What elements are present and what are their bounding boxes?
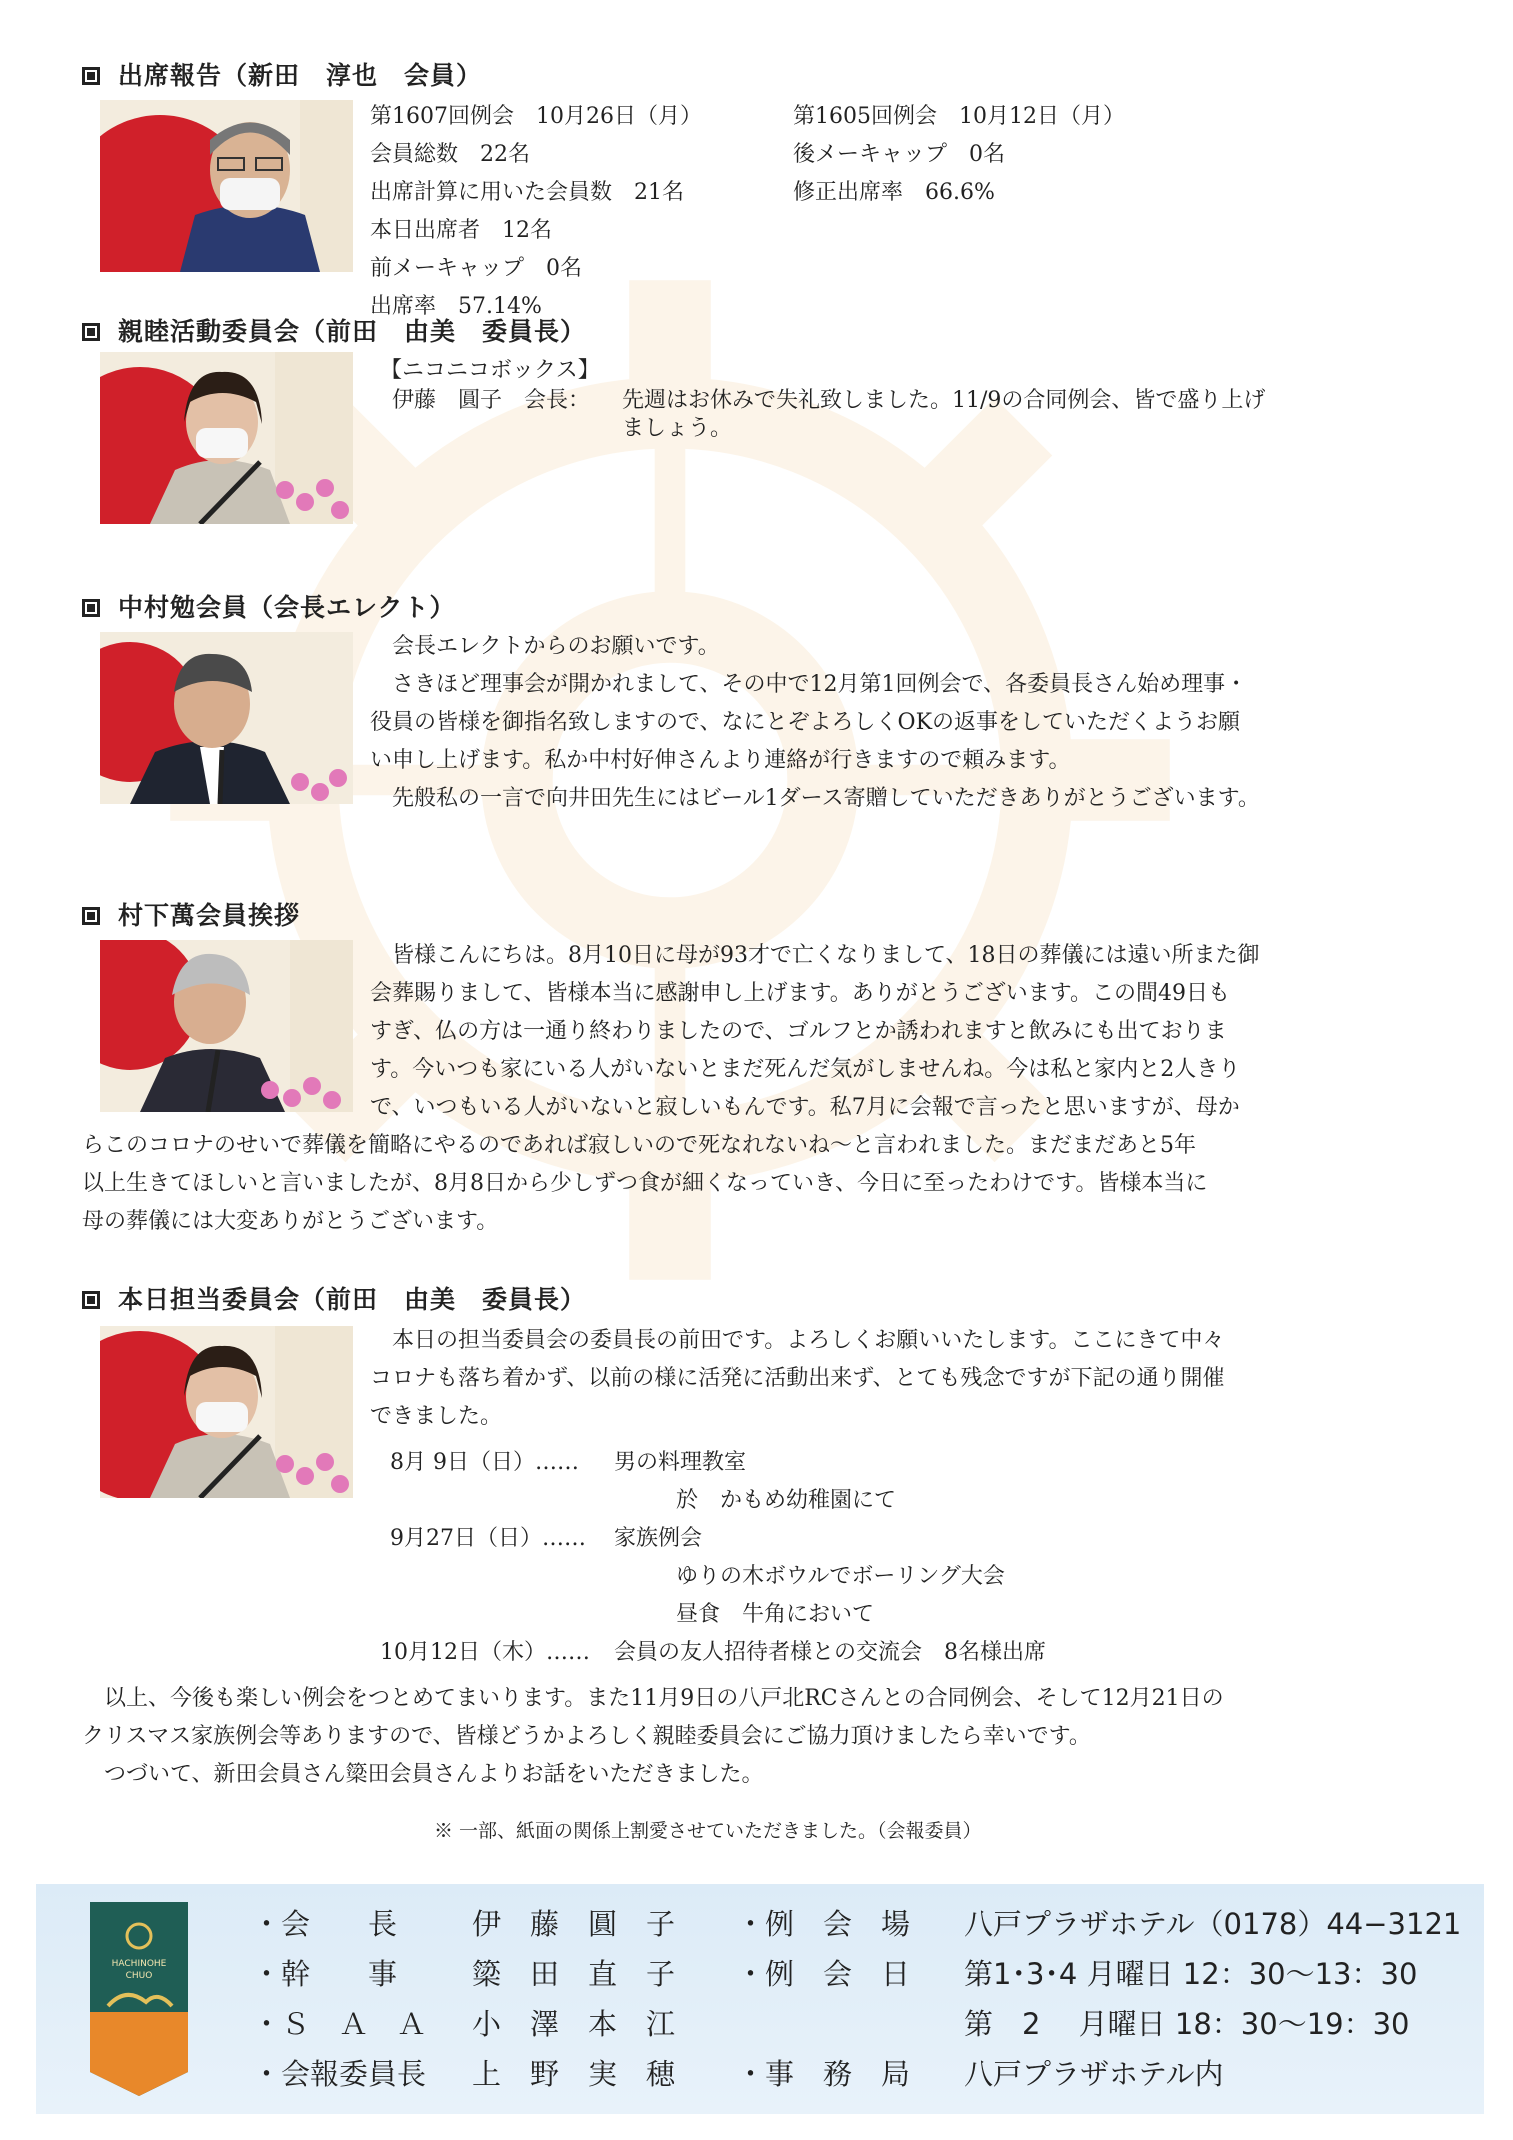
nakamura-body [370, 628, 1260, 818]
attendance-meeting: 第1607回例会 10月26日（月） [370, 104, 702, 129]
murashita-line: 以上生きてほしいと言いましたが、8月8日から少しずつ食が細くなっていき、今日に至ったわけです。皆様本当に [82, 1171, 1208, 1196]
nakamura-line: さきほど理事会が開かれまして、その中で12月第1回例会で、各委員長さん始め理事・ [370, 672, 1248, 697]
attendance-prev-meeting: 第1605回例会 10月12日（月） [793, 104, 1125, 129]
square-bullet-icon [82, 67, 100, 85]
section-heading-friendship: 親睦活動委員会（前田 由美 委員長） [82, 312, 586, 348]
footer-value: 第 2 月曜日 18：30〜19：30 [964, 2007, 1410, 2041]
event-desc: 会員の友人招待者様との交流会 8名様出席 [614, 1640, 1046, 1665]
closing-line: 以上、今後も楽しい例会をつとめてまいります。また11月9日の八戸北RCさんとの合同例会、そして12月21日の [82, 1686, 1224, 1711]
attendance-corrected-rate: 修正出席率 66.6% [793, 180, 995, 205]
footer-label: ・事 務 局 [736, 2057, 911, 2091]
footer-value: 八戸プラザホテル内 [964, 2057, 1224, 2091]
attendance-left-column [370, 98, 702, 326]
murashita-line: 母の葬儀には大変ありがとうございます。 [82, 1209, 499, 1234]
club-banner-icon [86, 1902, 192, 2096]
nakamura-line: 会長エレクトからのお願いです。 [370, 634, 720, 659]
photo-today-chair [100, 1326, 353, 1498]
niconico-box-title: 【ニコニコボックス】 [380, 358, 600, 383]
event-desc: 於 かもめ幼稚園にて [676, 1488, 897, 1513]
club-info-footer [36, 1884, 1484, 2114]
square-bullet-icon [82, 907, 100, 925]
niconico-speaker: 伊藤 圓子 会長： [392, 388, 591, 413]
murashita-line: らこのコロナのせいで葬儀を簡略にやるのであれば寂しいので死なれないね〜と言われました。まだまだあと5年 [82, 1133, 1197, 1158]
event-desc: 男の料理教室 [614, 1450, 747, 1475]
banner-text-2: CHUO [125, 1971, 153, 1981]
murashita-line: すぎ、仏の方は一通り終わりましたので、ゴルフとか誘われますと飲みにも出ておりま [370, 1019, 1227, 1044]
section-heading-nakamura: 中村勉会員（会長エレクト） [82, 588, 456, 624]
footer-label: ・例 会 場 [736, 1907, 911, 1941]
attendance-present: 本日出席者 12名 [370, 218, 552, 243]
footer-name: 簗 田 直 子 [472, 1957, 676, 1991]
today-body [370, 1322, 1224, 1436]
footer-role: ・会報委員長 [252, 2057, 427, 2091]
footer-label: ・例 会 日 [736, 1957, 911, 1991]
murashita-body-full [82, 1127, 1207, 1241]
event-desc: ゆりの木ボウルでボーリング大会 [676, 1564, 1005, 1589]
nakamura-line: 役員の皆様を御指名致しますので、なにとぞよろしくOKの返事をしていただくようお願 [370, 710, 1241, 735]
photo-murashita [100, 940, 353, 1112]
attendance-pre-makeup: 前メーキャップ 0名 [370, 256, 582, 281]
section-heading-attendance: 出席報告（新田 淳也 会員） [82, 56, 482, 92]
closing-line: つづいて、新田会員さん簗田会員さんよりお話をいただきました。 [82, 1762, 764, 1787]
niconico-message-line1: 先週はお休みで失礼致しました。11/9の合同例会、皆で盛り上げ [622, 388, 1266, 413]
section-heading-murashita: 村下萬会員挨拶 [82, 896, 300, 932]
event-date: 10月12日（木）…… [380, 1640, 590, 1665]
footer-role: ・幹 事 [252, 1957, 398, 1991]
attendance-right-column [793, 98, 1125, 212]
event-date: 8月 9日（日）…… [390, 1450, 579, 1475]
section-heading-today: 本日担当委員会（前田 由美 委員長） [82, 1280, 586, 1316]
square-bullet-icon [82, 1291, 100, 1309]
niconico-message-line2: ましょう。 [622, 416, 733, 441]
murashita-line: す。今いつも家にいる人がいないとまだ死んだ気がしませんね。今は私と家内と2人きり [370, 1057, 1241, 1082]
photo-attendance-reporter [100, 100, 353, 272]
event-date: 9月27日（日）…… [390, 1526, 586, 1551]
photo-friendship-chair [100, 352, 353, 524]
square-bullet-icon [82, 323, 100, 341]
murashita-line: 会葬賜りまして、皆様本当に感謝申し上げます。ありがとうございます。この間49日も [370, 981, 1231, 1006]
murashita-line: 皆様こんにちは。8月10日に母が93才で亡くなりまして、18日の葬儀には遠い所また御 [370, 943, 1260, 968]
closing-line: クリスマス家族例会等ありますので、皆様どうかよろしく親睦委員会にご協力頂けましたら幸いです。 [82, 1724, 1091, 1749]
footer-value: 八戸プラザホテル（0178）44−3121 [964, 1907, 1462, 1941]
today-line: できました。 [370, 1404, 503, 1429]
murashita-body-indented [370, 937, 1260, 1127]
nakamura-line: い申し上げます。私か中村好伸さんより連絡が行きますので頼みます。 [370, 748, 1071, 773]
event-desc: 家族例会 [614, 1526, 703, 1551]
murashita-line: で、いつもいる人がいないと寂しいもんです。私7月に会報で言ったと思いますが、母か [370, 1095, 1240, 1120]
footer-role: ・会 長 [252, 1907, 398, 1941]
today-line: コロナも落ち着かず、以前の様に活発に活動出来ず、とても残念ですが下記の通り開催 [370, 1366, 1225, 1391]
attendance-post-makeup: 後メーキャップ 0名 [793, 142, 1005, 167]
attendance-total-members: 会員総数 22名 [370, 142, 530, 167]
attendance-calc-members: 出席計算に用いた会員数 21名 [370, 180, 684, 205]
editorial-note: ※ 一部、紙面の関係上割愛させていただきました。（会報委員） [434, 1820, 982, 1842]
nakamura-line: 先般私の一言で向井田先生にはビール1ダース寄贈していただきありがとうございます。 [370, 786, 1260, 811]
today-closing [82, 1680, 1224, 1794]
event-desc: 昼食 牛角において [676, 1602, 875, 1627]
footer-name: 上 野 実 穂 [472, 2057, 676, 2091]
square-bullet-icon [82, 599, 100, 617]
attendance-rate: 出席率 57.14% [370, 294, 542, 319]
photo-nakamura [100, 632, 353, 804]
banner-text-1: HACHINOHE [111, 1959, 167, 1969]
today-line: 本日の担当委員会の委員長の前田です。よろしくお願いいたします。ここにきて中々 [370, 1328, 1225, 1353]
footer-name: 小 澤 本 江 [472, 2007, 676, 2041]
footer-name: 伊 藤 圓 子 [472, 1907, 676, 1941]
footer-role: ・Ｓ Ａ Ａ [252, 2007, 427, 2041]
footer-value: 第1･3･4 月曜日 12：30〜13：30 [964, 1957, 1418, 1991]
